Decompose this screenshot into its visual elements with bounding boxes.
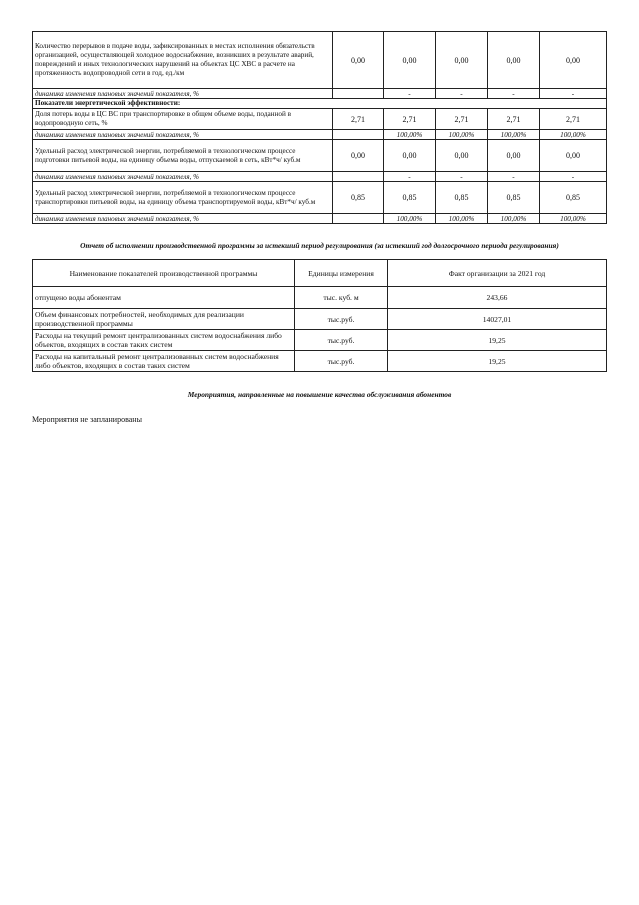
- table-row: [33, 140, 607, 172]
- cell-value: 2,71: [488, 109, 540, 130]
- fact-value: 19,25: [388, 330, 607, 351]
- column-header: Наименование показателей производственной программы: [33, 260, 295, 287]
- cell-value: 0,00: [333, 140, 384, 172]
- cell-value: 0,00: [436, 140, 488, 172]
- cell-value: -: [488, 172, 540, 182]
- indicator-name: Объем финансовых потребностей, необходимых для реализации производственной программы: [33, 309, 295, 330]
- cell-value: -: [488, 89, 540, 99]
- cell-value: -: [540, 172, 607, 182]
- cell-value: [333, 214, 384, 224]
- fact-value: 14027,01: [388, 309, 607, 330]
- indicator-name: отпущено воды абонентам: [33, 287, 295, 309]
- cell-value: 0,00: [488, 32, 540, 89]
- report-table: [32, 259, 607, 372]
- cell-value: [333, 89, 384, 99]
- table-row: [33, 32, 607, 89]
- section-title: Показатели энергетической эффективности:: [33, 99, 607, 109]
- indicator-label: Удельный расход электрической энергии, потребляемой в технологическом процессе транспортировки питьевой воды, на единицу объема транспортируемой воды, кВт*ч/ куб.м: [33, 182, 333, 214]
- cell-value: -: [436, 89, 488, 99]
- unit: тыс.руб.: [295, 351, 388, 372]
- column-header: Единицы измерения: [295, 260, 388, 287]
- indicators-table: [32, 31, 607, 224]
- cell-value: 2,71: [333, 109, 384, 130]
- cell-value: 0,85: [488, 182, 540, 214]
- cell-value: 100,00%: [384, 214, 436, 224]
- indicator-label: Доля потерь воды в ЦС ВС при транспортировке в общем объеме воды, поданной в водопроводную сеть, %: [33, 109, 333, 130]
- table-row: [33, 109, 607, 130]
- cell-value: 0,00: [540, 32, 607, 89]
- cell-value: 0,00: [384, 140, 436, 172]
- indicator-label: динамика изменения плановых значений показателя, %: [33, 214, 333, 224]
- cell-value: 2,71: [436, 109, 488, 130]
- table-row: [33, 89, 607, 99]
- measures-note: Мероприятия не запланированы: [32, 415, 142, 424]
- indicator-name: Расходы на текущий ремонт централизованных систем водоснабжения либо объектов, входящих в состав таких систем: [33, 330, 295, 351]
- table-row: [33, 287, 607, 309]
- cell-value: 0,00: [384, 32, 436, 89]
- cell-value: 0,85: [333, 182, 384, 214]
- table-row: [33, 309, 607, 330]
- report-title: Отчет об исполнении производственной программы за истекший период регулирования (за истекший год долгосрочного периода регулирования): [80, 241, 559, 250]
- cell-value: 100,00%: [540, 130, 607, 140]
- indicator-label: динамика изменения плановых значений показателя, %: [33, 89, 333, 99]
- cell-value: 100,00%: [384, 130, 436, 140]
- cell-value: -: [384, 172, 436, 182]
- fact-value: 243,66: [388, 287, 607, 309]
- cell-value: 100,00%: [540, 214, 607, 224]
- cell-value: 0,00: [540, 140, 607, 172]
- cell-value: -: [436, 172, 488, 182]
- cell-value: 100,00%: [436, 214, 488, 224]
- fact-value: 19,25: [388, 351, 607, 372]
- indicator-label: динамика изменения плановых значений показателя, %: [33, 130, 333, 140]
- table-row: [33, 172, 607, 182]
- cell-value: 100,00%: [488, 130, 540, 140]
- table-row: [33, 130, 607, 140]
- cell-value: 0,85: [384, 182, 436, 214]
- cell-value: 0,00: [488, 140, 540, 172]
- cell-value: 0,85: [540, 182, 607, 214]
- table-row: [33, 351, 607, 372]
- section-header-row: [33, 99, 607, 109]
- cell-value: -: [540, 89, 607, 99]
- cell-value: 0,00: [333, 32, 384, 89]
- measures-title: Мероприятия, направленные на повышение качества обслуживания абонентов: [187, 390, 452, 399]
- cell-value: 2,71: [540, 109, 607, 130]
- cell-value: -: [384, 89, 436, 99]
- table-row: [33, 182, 607, 214]
- cell-value: [333, 172, 384, 182]
- cell-value: [333, 130, 384, 140]
- table-header-row: [33, 260, 607, 287]
- table-row: [33, 214, 607, 224]
- column-header: Факт организации за 2021 год: [388, 260, 607, 287]
- cell-value: 2,71: [384, 109, 436, 130]
- cell-value: 100,00%: [436, 130, 488, 140]
- indicator-label: Количество перерывов в подаче воды, зафиксированных в местах исполнения обязательств организацией, осуществляющей холодное водоснабжение, возникших в результате аварий, повреждений и иных технологических нарушений на объектах ЦС ХВС в расчете на протяженность водопроводной сети в год, ед./км: [33, 32, 333, 89]
- table-row: [33, 330, 607, 351]
- indicator-label: динамика изменения плановых значений показателя, %: [33, 172, 333, 182]
- cell-value: 0,85: [436, 182, 488, 214]
- unit: тыс.руб.: [295, 330, 388, 351]
- cell-value: 0,00: [436, 32, 488, 89]
- unit: тыс. куб. м: [295, 287, 388, 309]
- indicator-label: Удельный расход электрической энергии, потребляемой в технологическом процессе подготовки питьевой воды, на единицу объема воды, отпускаемой в сеть, кВт*ч/ куб.м: [33, 140, 333, 172]
- unit: тыс.руб.: [295, 309, 388, 330]
- cell-value: 100,00%: [488, 214, 540, 224]
- indicator-name: Расходы на капитальный ремонт централизованных систем водоснабжения либо объектов, входящих в состав таких систем: [33, 351, 295, 372]
